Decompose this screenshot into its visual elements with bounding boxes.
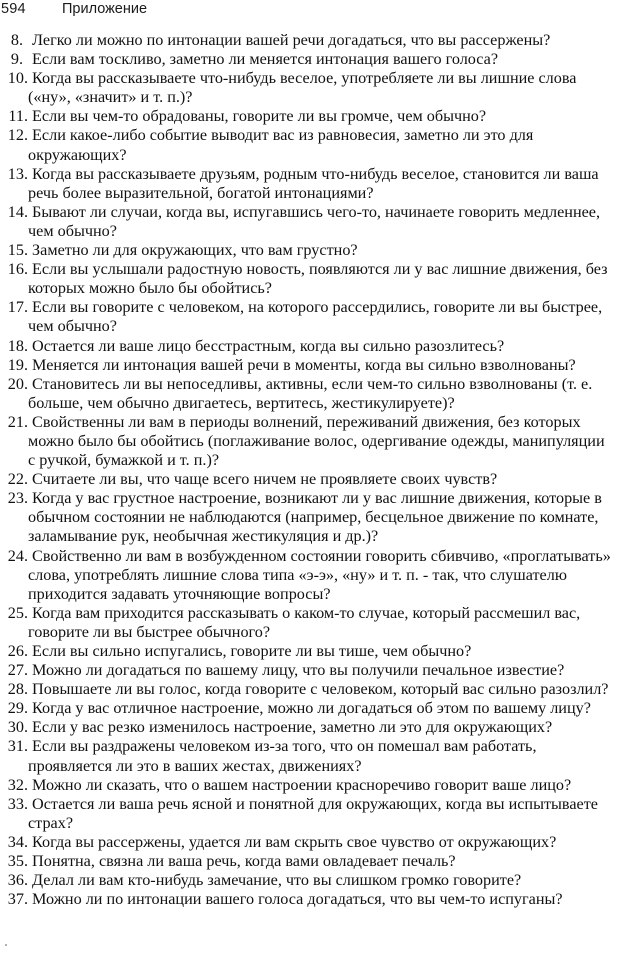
question-text: Если вы чем-то обрадованы, говорите ли вы громче, чем обычно? — [32, 107, 487, 126]
question-text: Становитесь ли вы непоседливы, активны, если чем-то сильно взволнованы (т. е. больше, чем обычно двигаетесь, вертитесь, жестикулируете)? — [28, 374, 593, 412]
running-header — [0, 0, 620, 22]
question-text: Свойственно ли вам в возбужденном состоянии говорить сбивчиво, «проглатывать» слова, употреблять лишние слова типа «э-э», «ну» и т. п. - так, что слушателю приходится задавать уточняющие вопросы? — [28, 546, 611, 603]
question-number: 22. — [7, 470, 28, 489]
question-number: 27. — [7, 661, 28, 680]
section-title: Приложение — [62, 1, 148, 17]
question-item — [2, 699, 614, 718]
question-item — [2, 298, 614, 336]
question-number: 33. — [7, 794, 28, 813]
question-text: Когда вы рассказываете что-нибудь веселое, употребляете ли вы лишние слова («ну», «значит» и т. п.)? — [28, 69, 577, 107]
question-item — [2, 260, 614, 298]
question-number: 9. — [10, 50, 23, 69]
question-text: Можно ли догадаться по вашему лицу, что вы получили печальное известие? — [32, 661, 565, 680]
question-text: Можно ли по интонации вашего голоса догадаться, что вы чем-то испуганы? — [32, 890, 563, 909]
question-item — [2, 241, 614, 260]
question-number: 25. — [7, 603, 28, 622]
question-text: Свойственны ли вам в периоды волнений, переживаний движения, без которых можно было бы обойтись (поглаживание волос, одергивание одежды, манипуляции с ручкой, бумажкой и т. п.)? — [28, 412, 605, 470]
question-number: 23. — [7, 489, 28, 508]
question-number: 29. — [7, 699, 28, 718]
question-number: 18. — [7, 336, 28, 355]
question-text: Когда вы рассержены, удается ли вам скрыть свое чувство от окружающих? — [32, 832, 557, 851]
question-number: 19. — [7, 355, 28, 374]
question-text: Меняется ли интонация вашей речи в моменты, когда вы сильно взволнованы? — [32, 355, 576, 374]
question-item — [2, 356, 614, 375]
question-text: Можно ли сказать, что о вашем настроении красноречиво говорит ваше лицо? — [32, 775, 572, 794]
question-item — [2, 642, 614, 661]
question-text: Делал ли вам кто-нибудь замечание, что вы слишком громко говорите? — [32, 871, 522, 890]
question-number: 16. — [7, 260, 28, 279]
question-item — [2, 413, 614, 470]
question-text: Если у вас резко изменилось настроение, заметно ли это для окружающих? — [32, 718, 553, 737]
question-item — [2, 31, 614, 50]
question-number: 30. — [7, 718, 28, 737]
question-text: Остается ли ваша речь ясной и понятной для окружающих, когда вы испытываете страх? — [28, 794, 598, 832]
question-number: 24. — [7, 546, 28, 565]
question-item — [2, 375, 614, 413]
question-item — [2, 470, 614, 489]
question-text: Если вы сильно испугались, говорите ли вы тише, чем обычно? — [32, 642, 472, 660]
question-text: Бывают ли случаи, когда вы, испугавшись чего-то, начинаете говорить медленнее, чем обычно? — [28, 202, 601, 240]
question-item — [2, 337, 614, 356]
question-text: Если вы раздражены человеком из-за того, что он помешал вам работать, проявляется ли это в ваших жестах, движениях? — [28, 737, 537, 775]
question-item — [2, 776, 614, 795]
questionnaire-list — [2, 31, 614, 909]
question-text: Если вы услышали радостную новость, появляются ли у вас лишние движения, без которых можно было бы обойтись? — [28, 260, 608, 298]
question-number: 14. — [7, 202, 28, 221]
question-text: Если какое-либо событие выводит вас из равновесия, заметно ли это для окружающих? — [28, 126, 534, 164]
question-number: 34. — [7, 832, 28, 851]
question-number: 12. — [7, 126, 28, 145]
question-text: Если вы говорите с человеком, на которого рассердились, говорите ли вы быстрее, чем обычно? — [28, 298, 603, 336]
question-text: Повышаете ли вы голос, когда говорите с человеком, который вас сильно разозлил? — [32, 680, 609, 699]
scan-speck — [5, 944, 7, 946]
question-text: Понятна, связна ли ваша речь, когда вами овладевает печаль? — [32, 852, 456, 871]
question-item — [2, 165, 614, 203]
question-number: 20. — [7, 374, 28, 393]
question-item — [2, 718, 614, 737]
question-item — [2, 203, 614, 241]
question-number: 13. — [7, 164, 28, 183]
question-item — [2, 107, 614, 126]
question-item — [2, 69, 614, 107]
question-item — [2, 661, 614, 680]
question-item — [2, 795, 614, 833]
question-item — [2, 126, 614, 164]
question-number: 32. — [7, 775, 28, 794]
question-text: Когда у вас отличное настроение, можно ли догадаться об этом по вашему лицу? — [32, 699, 591, 718]
question-item — [2, 489, 614, 546]
question-text: Если вам тоскливо, заметно ли меняется интонация вашего голоса? — [32, 50, 499, 69]
question-item — [2, 604, 614, 642]
question-number: 15. — [7, 241, 28, 260]
question-item — [2, 852, 614, 871]
question-item — [2, 50, 614, 69]
page-number: 594 — [1, 1, 26, 17]
question-number: 10. — [7, 69, 28, 88]
question-item — [2, 547, 614, 604]
question-number: 21. — [7, 412, 28, 431]
question-number: 36. — [7, 871, 28, 890]
question-number: 28. — [7, 680, 28, 699]
question-number: 11. — [8, 107, 28, 126]
question-text: Легко ли можно по интонации вашей речи догадаться, что вы рассержены? — [32, 31, 551, 49]
question-text: Заметно ли для окружающих, что вам грустно? — [32, 241, 358, 260]
question-number: 35. — [7, 852, 28, 871]
question-text: Когда вам приходится рассказывать о каком-то случае, который рассмешил вас, говорите ли вы быстрее обычного? — [28, 603, 581, 641]
question-number: 8. — [10, 31, 23, 49]
question-number: 17. — [7, 298, 28, 317]
question-item — [2, 871, 614, 890]
question-item — [2, 890, 614, 909]
question-text: Остается ли ваше лицо бесстрастным, когда вы сильно разозлитесь? — [32, 336, 505, 355]
question-text: Считаете ли вы, что чаще всего ничем не проявляете своих чувств? — [32, 470, 498, 489]
question-item — [2, 833, 614, 852]
question-number: 31. — [7, 737, 28, 756]
question-item — [2, 737, 614, 775]
question-number: 26. — [7, 642, 28, 660]
question-item — [2, 680, 614, 699]
question-text: Когда вы рассказываете друзьям, родным что-нибудь веселое, становится ли ваша речь более выразительной, богатой интонациями? — [28, 164, 599, 202]
question-number: 37. — [7, 890, 28, 909]
question-text: Когда у вас грустное настроение, возникают ли у вас лишние движения, которые в обычном состоянии не наблюдаются (например, бесцельное движение по комнате, заламывание рук, необычная жестикуляция и др.)? — [28, 489, 602, 546]
